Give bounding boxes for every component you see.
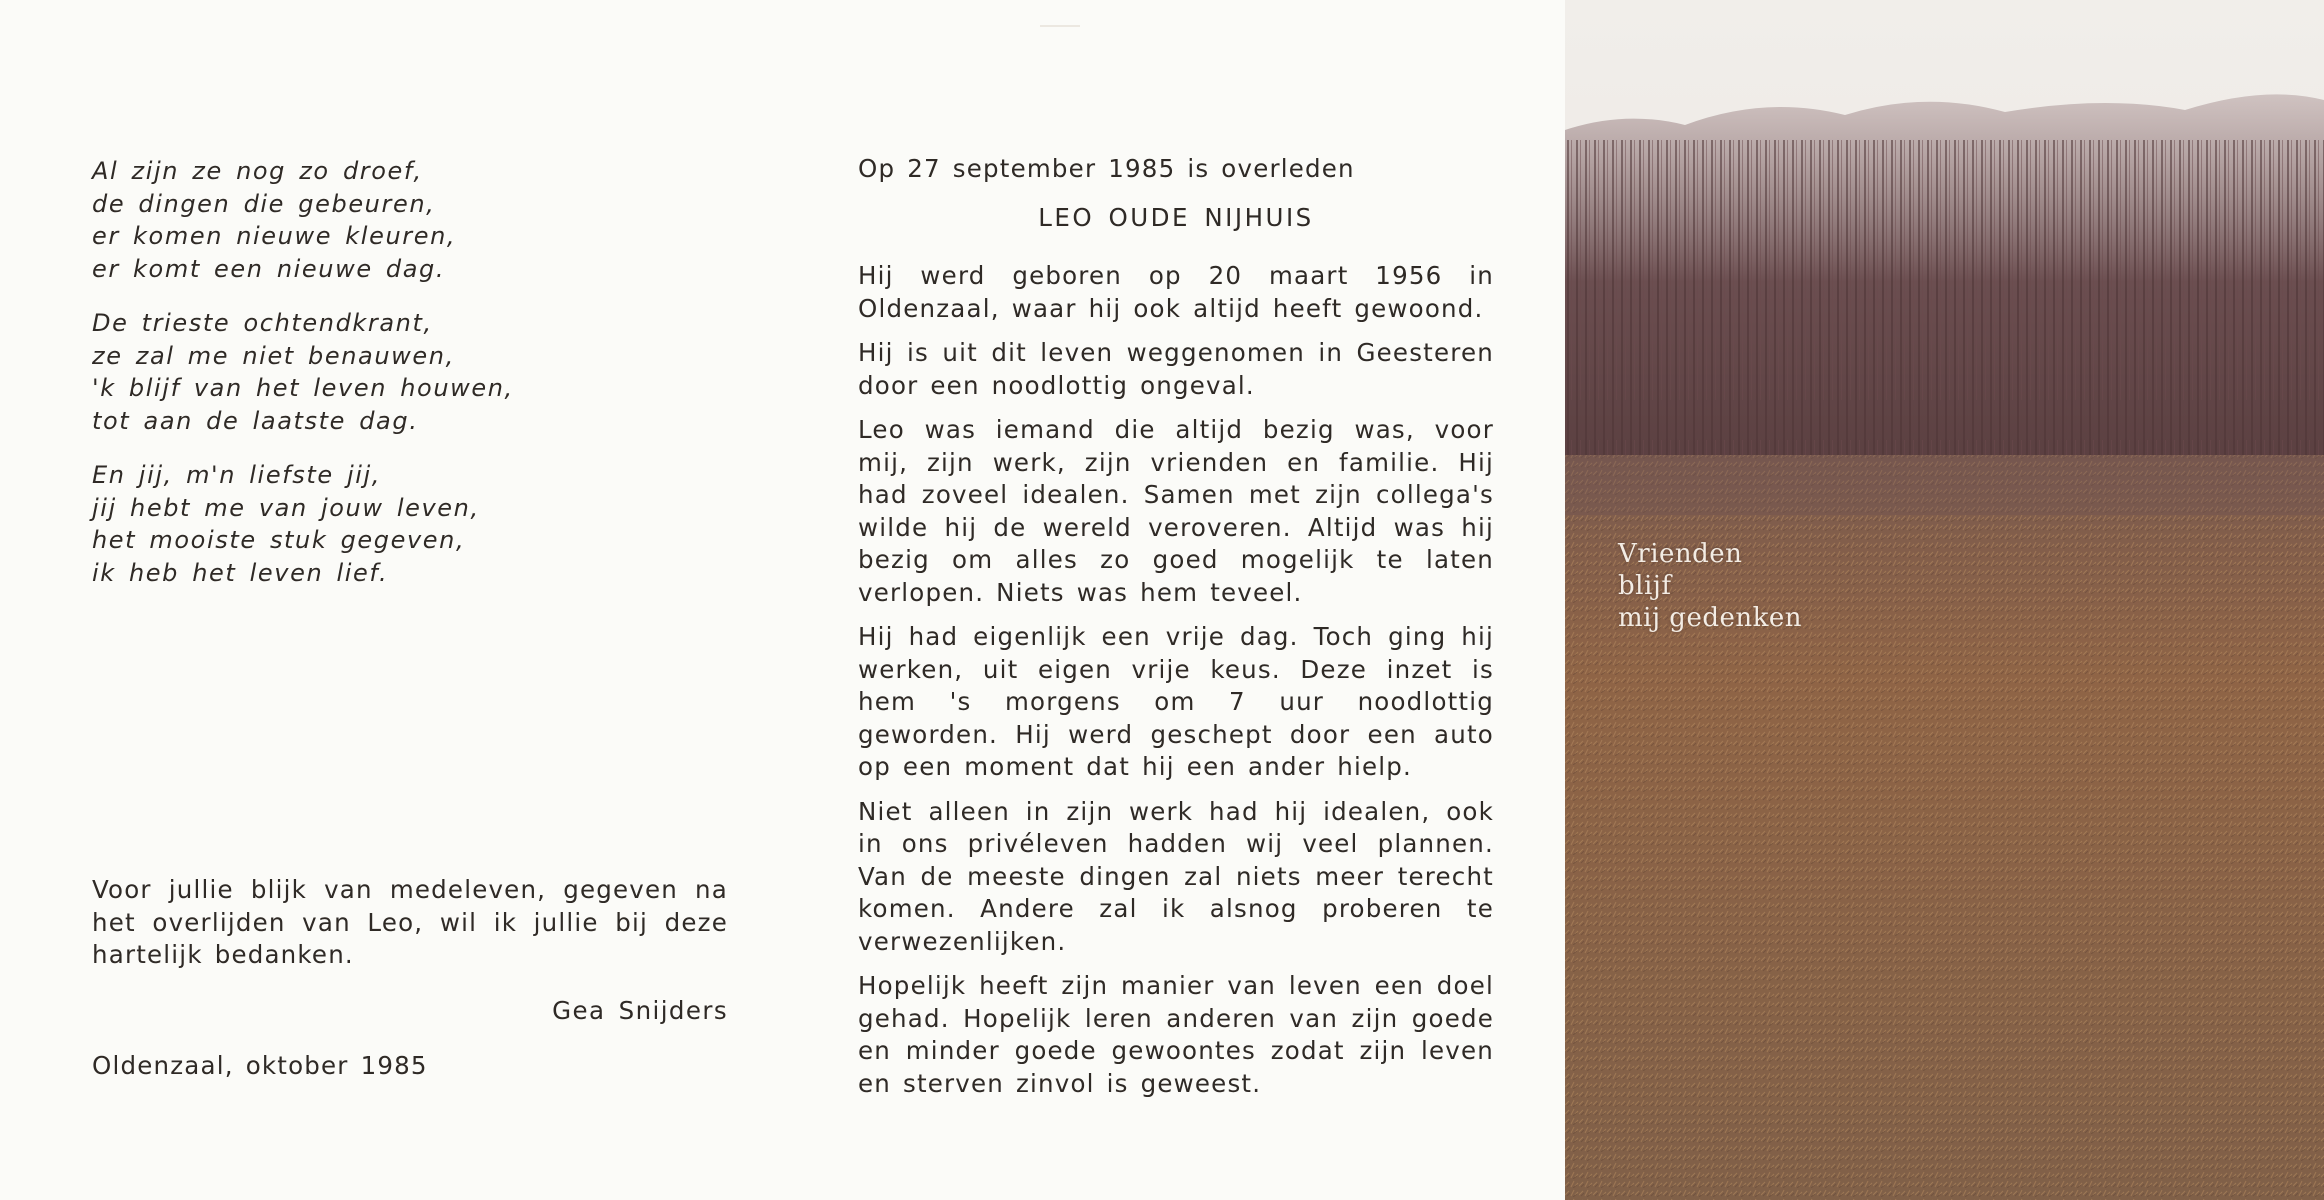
cover-title — [1618, 538, 1802, 634]
poem — [92, 155, 712, 611]
thanks-note — [92, 874, 728, 972]
cover-line: mij gedenken — [1618, 603, 1802, 633]
poem-line: ze zal me niet benauwen, — [92, 341, 455, 370]
notice-paragraph: Leo was iemand die altijd bezig was, voor mij, zijn werk, zijn vrienden en familie. Hij had zoveel idealen. Samen met zijn collega's wilde hij de wereld veroveren. Altijd was hij bezig om alles zo goed mogelijk te laten verlopen. Niets was hem teveel. — [858, 415, 1494, 607]
deceased-name: LEO OUDE NIJHUIS — [1038, 203, 1314, 232]
poem-line: Al zijn ze nog zo droef, — [92, 157, 423, 185]
thanks-text: Voor jullie blijk van medeleven, gegeven na het overlijden van Leo, wil ik jullie bij deze hartelijk bedanken. — [92, 875, 728, 969]
place-date: Oldenzaal, oktober 1985 — [92, 1051, 428, 1080]
poem-stanza — [92, 307, 712, 437]
notice-paragraph: Hopelijk heeft zijn manier van leven een doel gehad. Hopelijk leren anderen van zijn goede en minder goede gewoontes zodat zijn leven en sterven zinvol is geweest. — [858, 971, 1494, 1098]
notice-paragraph: Hij is uit dit leven weggenomen in Geesteren door een noodlottig ongeval. — [858, 338, 1494, 400]
notice-paragraph: Hij had eigenlijk een vrije dag. Toch ging hij werken, uit eigen vrije keus. Deze inzet is hem 's morgens om 7 uur noodlottig geworden. Hij werd geschept door een auto op een moment dat hij een ander hielp. — [858, 622, 1494, 781]
poem-stanza — [92, 155, 712, 285]
poem-line: jij hebt me van jouw leven, — [92, 493, 480, 522]
left-panel — [0, 0, 790, 1200]
poem-line: De trieste ochtendkrant, — [92, 309, 433, 337]
poem-line: ik heb het leven lief. — [92, 558, 389, 587]
cover-line: Vrienden — [1618, 539, 1743, 569]
signature: Gea Snijders — [552, 996, 728, 1025]
poem-line: 'k blijf van het leven houwen, — [92, 374, 514, 402]
poem-line: er komen nieuwe kleuren, — [92, 222, 457, 250]
poem-line: tot aan de laatste dag. — [92, 406, 419, 435]
poem-line: de dingen die gebeuren, — [92, 189, 436, 218]
poem-line: En jij, m'n liefste jij, — [92, 461, 381, 489]
poem-stanza — [92, 459, 712, 589]
cover-line: blijf — [1618, 571, 1672, 601]
death-announcement: Op 27 september 1985 is overleden — [858, 154, 1355, 183]
poem-line: er komt een nieuwe dag. — [92, 254, 446, 283]
poem-line: het mooiste stuk gegeven, — [92, 526, 466, 554]
notice-paragraph: Niet alleen in zijn werk had hij idealen, ook in ons privéleven hadden wij veel plannen. Van de meeste dingen zal niets meer terecht komen. Andere zal ik alsnog proberen te verwezenlijken. — [858, 796, 1494, 956]
notice-body — [858, 260, 1494, 1112]
notice-paragraph: Hij werd geboren op 20 maart 1956 in Oldenzaal, waar hij ook altijd heeft gewoond. — [858, 261, 1494, 323]
